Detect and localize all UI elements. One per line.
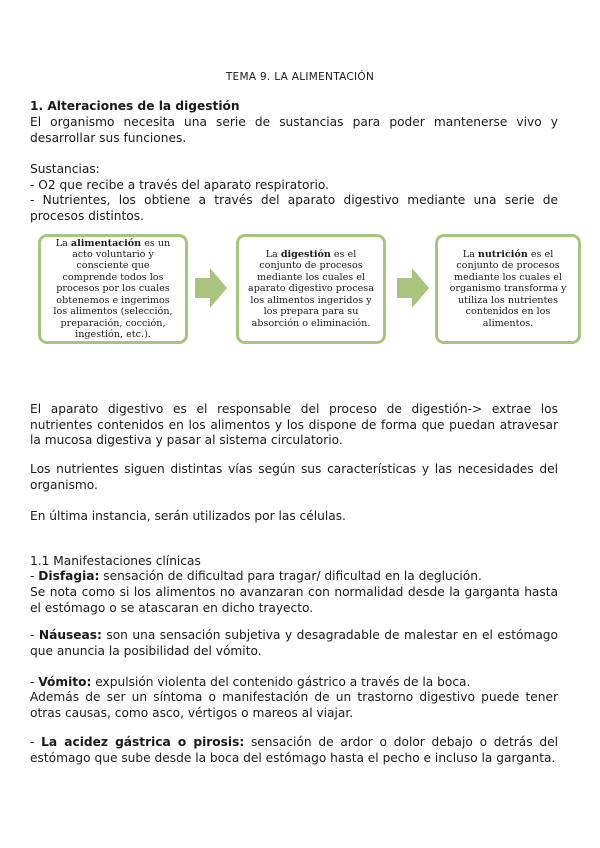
section-heading: 1. Alteraciones de la digestión — [30, 99, 240, 113]
box3-text: es el conjunto de procesos mediante los cuales el organismo transforma y utiliza los nutrientes contenidos en los alimentos. — [449, 249, 567, 329]
box2-pre: La — [265, 249, 281, 261]
nauseas-item: - Náuseas: son una sensación subjetiva y desagradable de malestar en el estómago que anuncia la posibilidad del vómito. — [30, 628, 558, 658]
vomito-item: - Vómito: expulsión violenta del contenido gástrico a través de la boca. — [30, 675, 471, 689]
nauseas-term: Náuseas: — [38, 628, 102, 642]
page-title: TEMA 9. LA ALIMENTACIÓN — [225, 71, 375, 83]
box3-pre: La — [462, 249, 478, 261]
digestion-box — [236, 234, 386, 344]
box1-text: es un acto voluntario y consciente que comprende todos los procesos por los cuales obtenemos e ingerimos los alimentos (selección, preparación, cocción, ingestión, etc.). — [53, 237, 173, 340]
nutricion-box — [435, 234, 581, 344]
digestive-system-paragraph: El aparato digestivo es el responsable del proceso de digestión-> extrae los nutrientes contenidos en los alimentos y los dispone de forma que puedan atravesar la mucosa digestiva y pasar al sistema circulatorio. — [30, 402, 558, 448]
intro-paragraph: El organismo necesita una serie de sustancias para poder mantenerse vivo y desarrollar sus funciones. — [30, 115, 558, 145]
manifestations-heading: 1.1 Manifestaciones clínicas — [30, 554, 201, 568]
disfagia-term: Disfagia: — [38, 569, 100, 583]
box3-term: nutrición — [477, 249, 528, 261]
disfagia-note: Se nota como si los alimentos no avanzaran con normalidad desde la garganta hasta el estómago o se atascaran en dicho trayecto. — [30, 585, 558, 615]
disfagia-item: - Disfagia: sensación de dificultad para tragar/ dificultad en la deglución. — [30, 569, 482, 583]
alimentacion-box — [38, 234, 188, 344]
box2-text: es el conjunto de procesos mediante los cuales el aparato digestivo procesa los alimentos ingeridos y los prepara para su absorción o eliminación. — [248, 249, 374, 329]
box1-term: alimentación — [70, 237, 142, 249]
substances-label: Sustancias: — [30, 162, 100, 176]
substance-o2: - O2 que recibe a través del aparato respiratorio. — [30, 178, 329, 192]
nauseas-definition: son una sensación subjetiva y desagradable de malestar en el estómago que anuncia la posibilidad del vómito. — [30, 628, 558, 658]
acidez-term: La acidez gástrica o pirosis: — [41, 735, 245, 749]
substance-nutrients: - Nutrientes, los obtiene a través del aparato digestivo mediante una serie de procesos distintos. — [30, 193, 558, 223]
acidez-item: - La acidez gástrica o pirosis: sensación de ardor o dolor debajo o detrás del estómago que sube desde la boca del estómago hasta el pecho e incluso la garganta. — [30, 735, 558, 765]
vomito-definition: expulsión violenta del contenido gástrico a través de la boca. — [91, 675, 471, 689]
cells-paragraph: En última instancia, serán utilizados por las células. — [30, 509, 346, 523]
acidez-definition: sensación de ardor o dolor debajo o detrás del estómago que sube desde la boca del estómago hasta el pecho e incluso la garganta. — [30, 735, 558, 765]
vomito-note: Además de ser un síntoma o manifestación de un trastorno digestivo puede tener otras causas, como asco, vértigos o mareos al viajar. — [30, 690, 558, 720]
nutrients-paragraph: Los nutrientes siguen distintas vías según sus características y las necesidades del organismo. — [30, 462, 558, 492]
box2-term: digestión — [280, 249, 331, 261]
disfagia-definition: sensación de dificultad para tragar/ dificultad en la deglución. — [99, 569, 482, 583]
vomito-term: Vómito: — [38, 675, 92, 689]
box1-pre: La — [55, 237, 71, 249]
arrow-right-icon — [195, 268, 227, 308]
arrow-right-icon — [397, 268, 429, 308]
